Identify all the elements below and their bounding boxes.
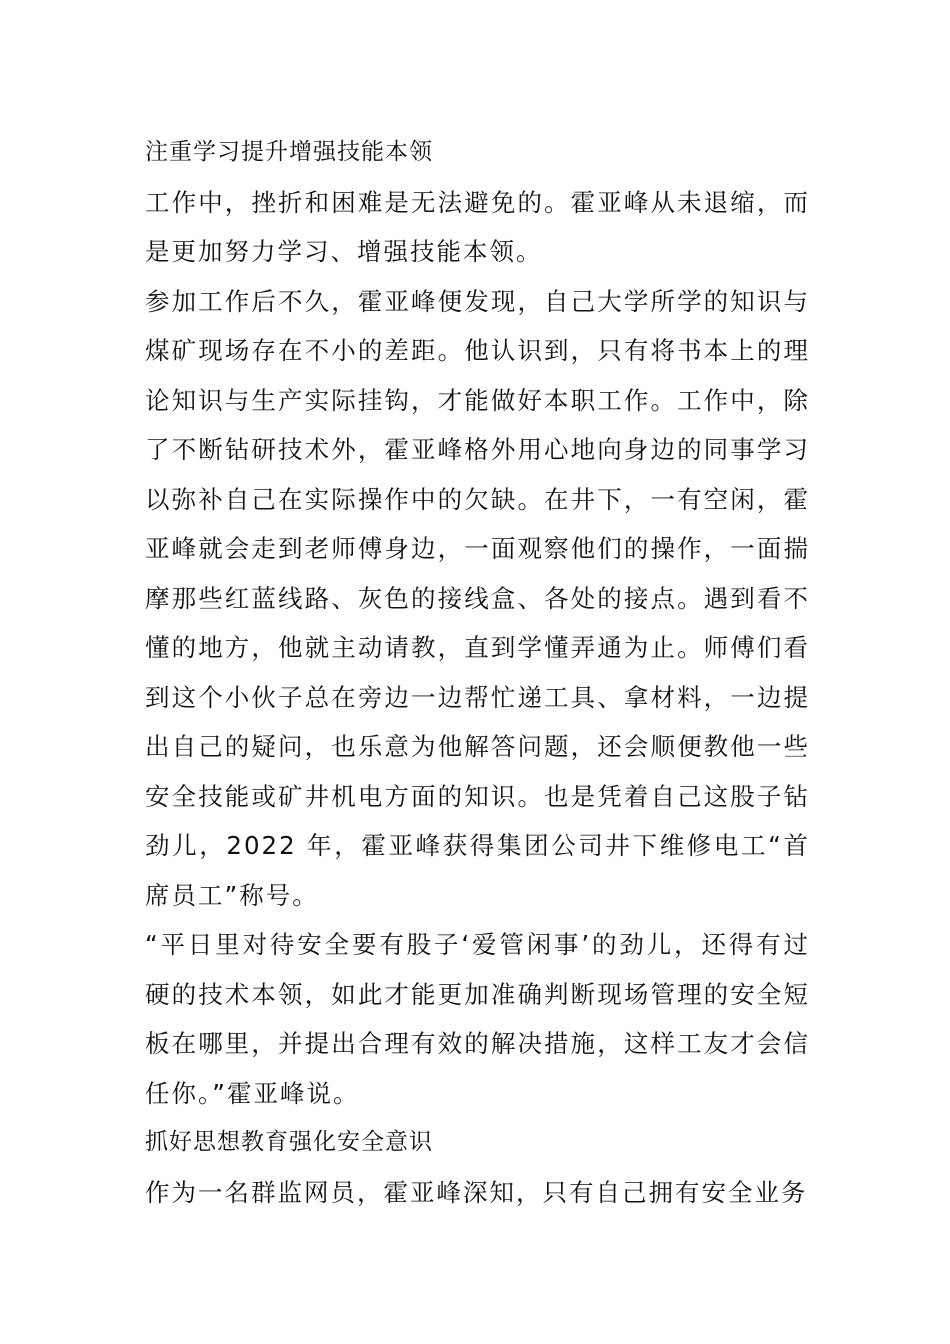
paragraph: “平日里对待安全要有股子‘爱管闲事’的劲儿，还得有过硬的技术本领，如此才能更加准确判断现场管理的安全短板在哪里，并提出合理有效的解决措施，这样工友才会信任你。”霍亚峰说。	[145, 930, 810, 1108]
section-heading: 抓好思想教育强化安全意识	[145, 1129, 433, 1155]
document-page	[145, 128, 810, 1217]
section-heading: 注重学习提升增强技能本领	[145, 139, 433, 165]
paragraph: 参加工作后不久，霍亚峰便发现，自己大学所学的知识与煤矿现场存在不小的差距。他认识到，只有将书本上的理论知识与生产实际挂钩，才能做好本职工作。工作中，除了不断钻研技术外，霍亚峰格外用心地向身边的同事学习以弥补自己在实际操作中的欠缺。在井下，一有空闲，霍亚峰就会走到老师傅身边，一面观察他们的操作，一面揣摩那些红蓝线路、灰色的接线盒、各处的接点。遇到看不懂的地方，他就主动请教，直到学懂弄通为止。师傅们看到这个小伙子总在旁边一边帮忙递工具、拿材料，一边提出自己的疑问，也乐意为他解答问题，还会顺便教他一些安全技能或矿井机电方面的知识。也是凭着自己这股子钻劲儿，2022 年，霍亚峰获得集团公司井下维修电工“首席员工”称号。	[145, 286, 810, 910]
paragraph: 工作中，挫折和困难是无法避免的。霍亚峰从未退缩，而是更加努力学习、增强技能本领。	[145, 187, 810, 266]
paragraph: 作为一名群监网员，霍亚峰深知，只有自己拥有安全业务	[145, 1177, 808, 1207]
